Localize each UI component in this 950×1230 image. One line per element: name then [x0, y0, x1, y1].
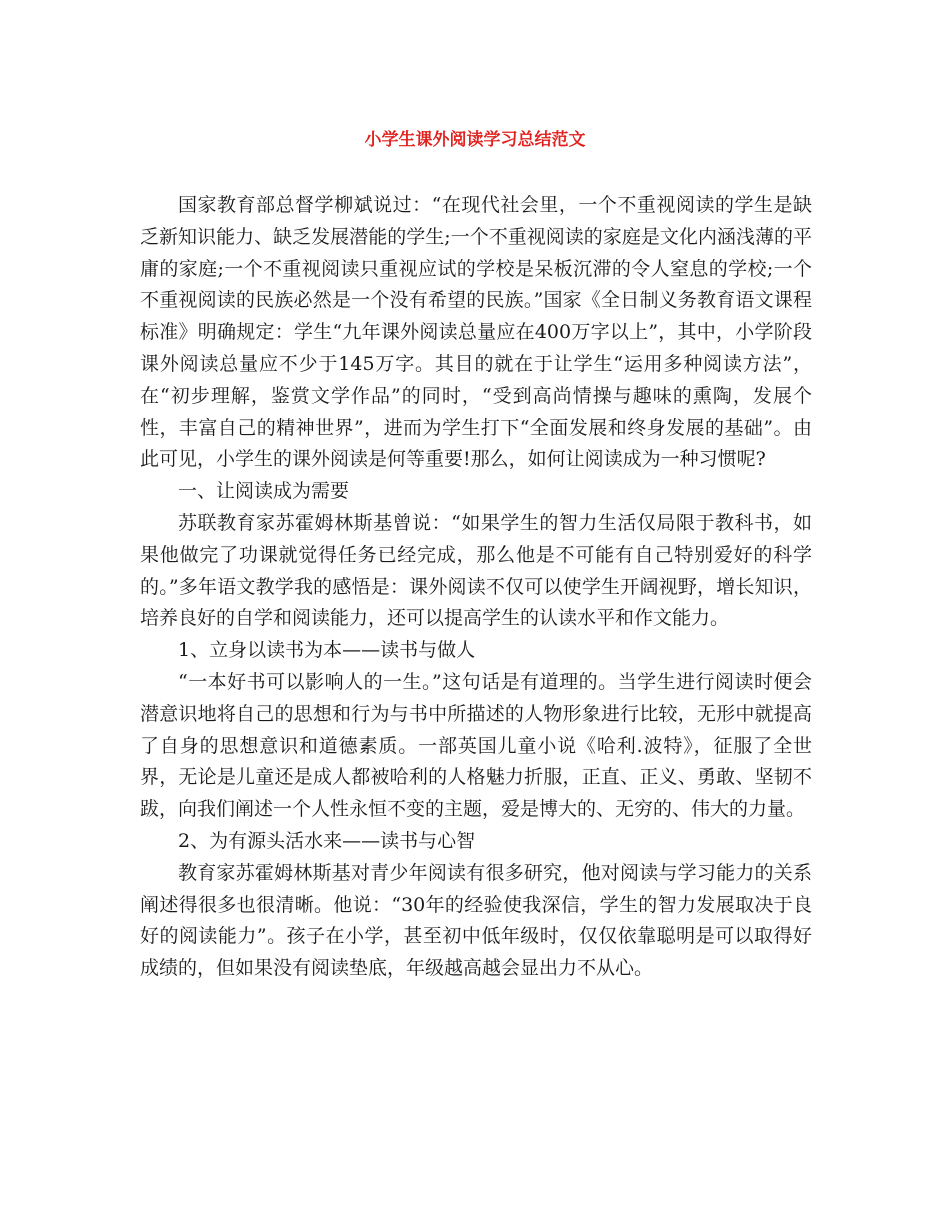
paragraph-reading-and-character: “一本好书可以影响人的一生。”这句话是有道理的。当学生进行阅读时便会潜意识地将自己的思想和行为与书中所描述的人物形象进行比较，无形中就提高了自身的思想意识和道德素质。一部英国儿童小说《哈利.波特》，征服了全世界，无论是儿童还是成人都被哈利的人格魅力折服，正直、正义、勇敢、坚韧不跋，向我们阐述一个人性永恒不变的主题，爱是博大的、无穷的、伟大的力量。	[140, 670, 812, 821]
section-heading-1: 一、让阅读成为需要	[178, 480, 350, 503]
paragraph-intro: 国家教育部总督学柳斌说过：“在现代社会里，一个不重视阅读的学生是缺乏新知识能力、缺乏发展潜能的学生;一个不重视阅读的家庭是文化内涵浅薄的平庸的家庭;一个不重视阅读只重视应试的学校是呆板沉滞的令人窒息的学校;一个不重视阅读的民族必然是一个没有希望的民族。”国家《全日制义务教育语文课程标准》明确规定：学生“九年课外阅读总量应在400万字以上”，其中，小学阶段课外阅读总量应不少于145万字。其目的就在于让学生“运用多种阅读方法”，在“初步理解，鉴赏文学作品”的同时，“受到高尚情操与趣味的熏陶，发展个性，丰富自己的精神世界”，进而为学生打下“全面发展和终身发展的基础”。由此可见，小学生的课外阅读是何等重要!那么，如何让阅读成为一种习惯呢?	[140, 194, 812, 471]
paragraph-reading-and-intellect: 教育家苏霍姆林斯基对青少年阅读有很多研究，他对阅读与学习能力的关系阐述得很多也很清晰。他说：“30年的经验使我深信，学生的智力发展取决于良好的阅读能力”。孩子在小学，甚至初中低年级时，仅仅依靠聪明是可以取得好成绩的，但如果没有阅读垫底，年级越高越会显出力不从心。	[140, 861, 812, 980]
paragraph-suhomlinsky-quote: 苏联教育家苏霍姆林斯基曾说：“如果学生的智力生活仅局限于教科书，如果他做完了功课就觉得任务已经完成，那么他是不可能有自己特别爱好的科学的。”多年语文教学我的感悟是：课外阅读不仅可以使学生开阔视野，增长知识，培养良好的自学和阅读能力，还可以提高学生的认读水平和作文能力。	[140, 511, 812, 630]
document-title: 小学生课外阅读学习总结范文	[364, 130, 586, 150]
subsection-heading-1: 1、立身以读书为本——读书与做人	[178, 639, 476, 662]
subsection-heading-2: 2、为有源头活水来——读书与心智	[178, 829, 476, 852]
document-body	[140, 190, 812, 985]
